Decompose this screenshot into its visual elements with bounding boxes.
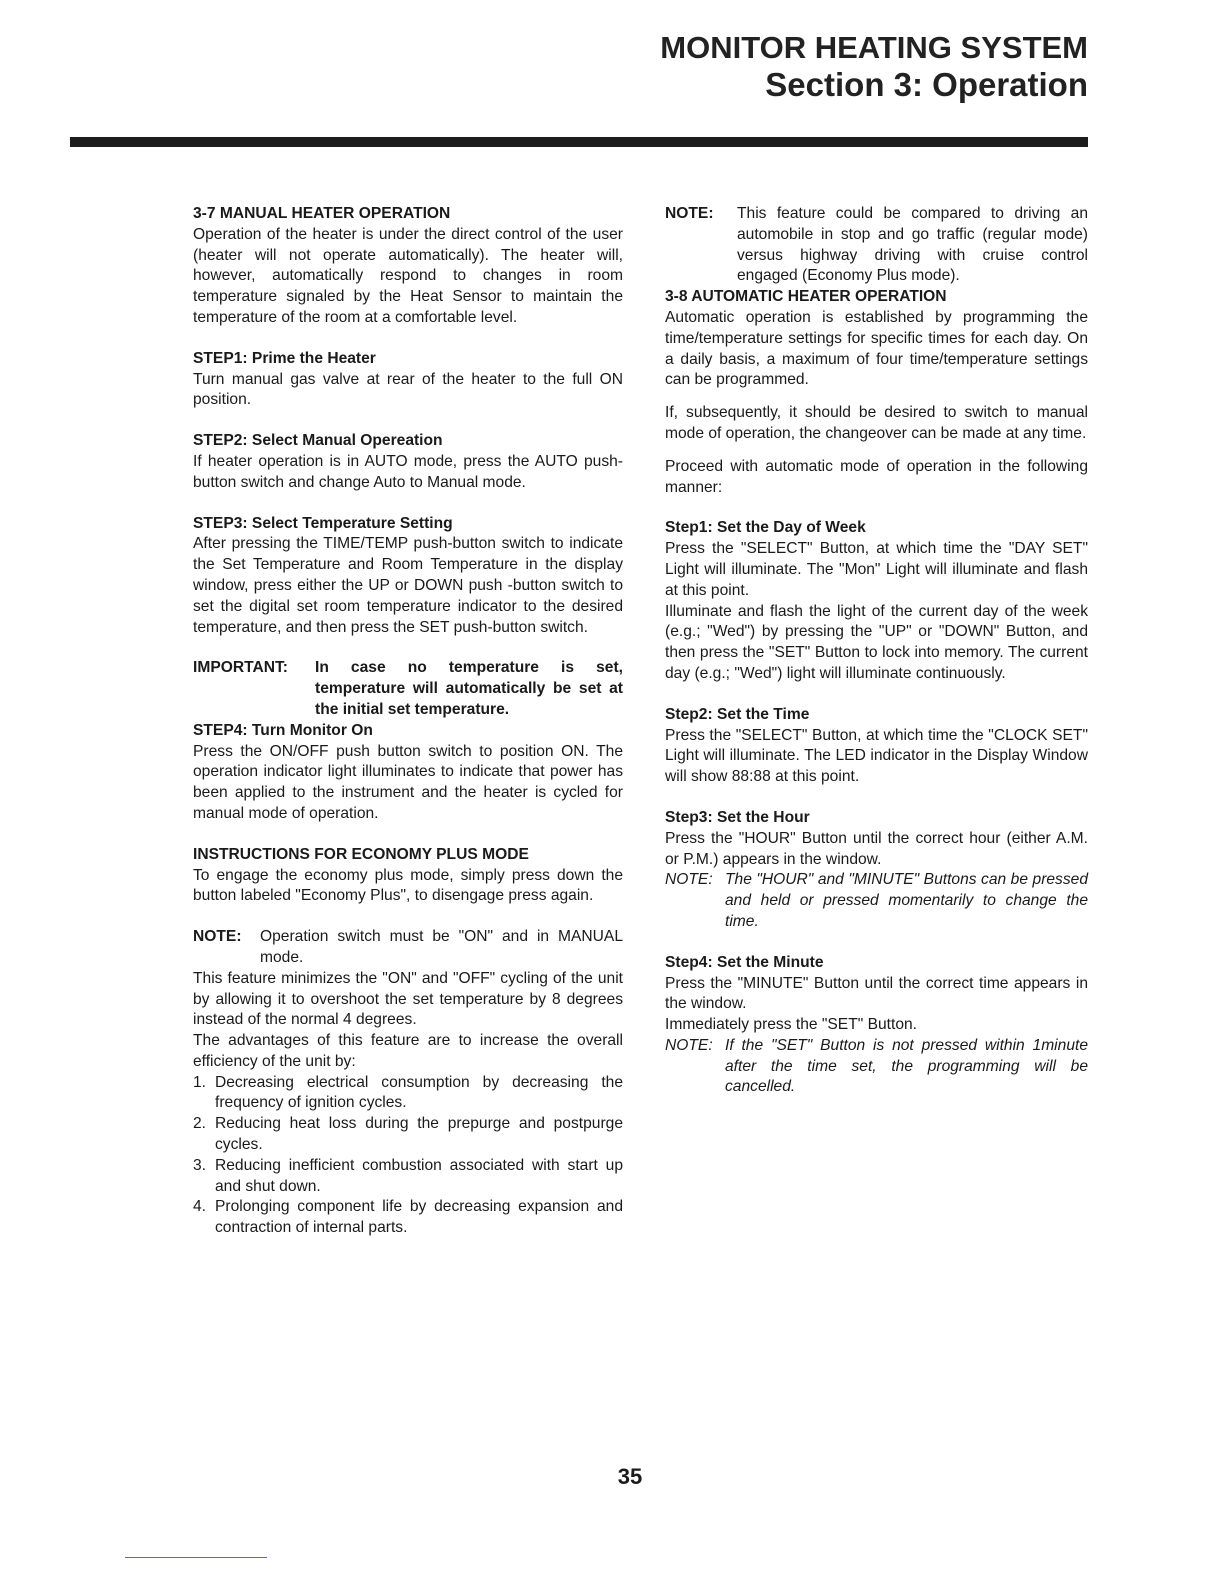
footer-line bbox=[125, 1557, 267, 1558]
section-title: Section 3: Operation bbox=[765, 66, 1088, 103]
list-item bbox=[193, 1197, 623, 1239]
note-label: NOTE: bbox=[665, 205, 714, 222]
paragraph: Press the "SELECT" Button, at which time the "DAY SET" Light will illuminate. The "Mon" Light will illuminate and flash at this point. bbox=[665, 540, 1088, 599]
step-heading: STEP1: Prime the Heater bbox=[193, 349, 376, 367]
step-heading: Step1: Set the Day of Week bbox=[665, 519, 866, 537]
important-text: In case no temperature is set, temperature will automatically be set at the initial set temperature. bbox=[315, 659, 623, 718]
step4-manual bbox=[193, 721, 623, 825]
left-column bbox=[193, 204, 623, 1239]
advantages-list bbox=[193, 1073, 623, 1239]
paragraph: Immediately press the "SET" Button. bbox=[665, 1016, 918, 1034]
list-item bbox=[193, 1073, 623, 1115]
step-heading: STEP4: Turn Monitor On bbox=[193, 721, 373, 739]
note-text: If the "SET" Button is not pressed within 1minute after the time set, the programming will be cancelled. bbox=[725, 1036, 1088, 1096]
note-text: This feature could be compared to driving an automobile in stop and go traffic (regular mode) versus highway driving with cruise control engaged (Economy Plus mode). bbox=[737, 205, 1088, 285]
header-rule bbox=[70, 137, 1088, 147]
list-number: 1. bbox=[193, 1073, 207, 1091]
list-text: Decreasing electrical consumption by decreasing the frequency of ignition cycles. bbox=[215, 1073, 623, 1112]
important-label: IMPORTANT: bbox=[193, 659, 288, 677]
step1-auto bbox=[665, 518, 1088, 684]
important-note bbox=[193, 658, 623, 720]
paragraph: Automatic operation is established by programming the time/temperature settings for specific times for each day. On a daily basis, a maximum of four time/temperature settings can be programmed. bbox=[665, 308, 1088, 389]
paragraph: Press the "HOUR" Button until the correct hour (either A.M. or P.M.) appears in the window. bbox=[665, 829, 1088, 868]
operation-note bbox=[193, 927, 623, 969]
economy-feature bbox=[193, 969, 623, 1239]
note-label: NOTE: bbox=[193, 928, 242, 946]
section-heading: INSTRUCTIONS FOR ECONOMY PLUS MODE bbox=[193, 845, 529, 863]
step3-manual bbox=[193, 514, 623, 639]
list-number: 2. bbox=[193, 1115, 207, 1133]
list-text: Prolonging component life by decreasing expansion and contraction of internal parts. bbox=[215, 1198, 623, 1237]
step-heading: Step3: Set the Hour bbox=[665, 808, 810, 826]
step-heading: Step4: Set the Minute bbox=[665, 953, 824, 971]
paragraph: This feature minimizes the "ON" and "OFF" cycling of the unit by allowing it to overshoot the set temperature by 8 degrees instead of the normal 4 degrees. bbox=[193, 969, 623, 1029]
step4-auto bbox=[665, 953, 1088, 1099]
step-heading: STEP3: Select Temperature Setting bbox=[193, 514, 453, 532]
paragraph: Proceed with automatic mode of operation in the following manner: bbox=[665, 457, 1088, 496]
economy-plus-instructions bbox=[193, 845, 623, 907]
section-heading: 3-7 MANUAL HEATER OPERATION bbox=[193, 205, 451, 222]
note-label: NOTE: bbox=[665, 871, 713, 889]
section-3-7 bbox=[193, 204, 623, 329]
list-number: 4. bbox=[193, 1198, 207, 1216]
section-heading: 3-8 AUTOMATIC HEATER OPERATION bbox=[665, 288, 947, 306]
paragraph: The advantages of this feature are to increase the overall efficiency of the unit by: bbox=[193, 1032, 623, 1070]
step3-auto bbox=[665, 808, 1088, 933]
paragraph: Operation of the heater is under the direct control of the user (heater will not operate automatically). The heater will, however, automatically respond to changes in room temperature signaled by the Heat Sensor to maintain the temperature of the room at a comfortable level. bbox=[193, 225, 623, 326]
paragraph: Press the ON/OFF push button switch to position ON. The operation indicator light illuminates to indicate that power has been applied to the instrument and the heater is cycled for manual mode of operation. bbox=[193, 742, 623, 822]
note-label: NOTE: bbox=[665, 1036, 713, 1054]
paragraph: Turn manual gas valve at rear of the heater to the full ON position. bbox=[193, 370, 623, 409]
step-heading: Step2: Set the Time bbox=[665, 705, 810, 723]
right-column bbox=[665, 204, 1088, 1118]
list-number: 3. bbox=[193, 1156, 207, 1174]
step-heading: STEP2: Select Manual Opereation bbox=[193, 432, 443, 450]
step1-manual bbox=[193, 349, 623, 411]
step2-auto bbox=[665, 705, 1088, 788]
step2-manual bbox=[193, 431, 623, 493]
driving-note bbox=[665, 204, 1088, 287]
paragraph: Illuminate and flash the light of the current day of the week (e.g.; "Wed") by pressing the "UP" or "DOWN" Button, and then press the "SET" Button to lock into memory. The current day (e.g.; "Wed") light will illuminate continuously. bbox=[665, 602, 1088, 682]
document-title: MONITOR HEATING SYSTEM bbox=[660, 30, 1088, 65]
note-text: The "HOUR" and "MINUTE" Buttons can be pressed and held or pressed momentarily to change the time. bbox=[725, 871, 1088, 930]
set-note bbox=[665, 1036, 1088, 1098]
paragraph: To engage the economy plus mode, simply press down the button labeled "Economy Plus", to disengage press again. bbox=[193, 866, 623, 905]
note-text: Operation switch must be "ON" and in MANUAL mode. bbox=[260, 928, 623, 966]
section-3-8 bbox=[665, 287, 1088, 498]
paragraph: Press the "SELECT" Button, at which time the "CLOCK SET" Light will illuminate. The LED indicator in the Display Window will show 88:88 at this point. bbox=[665, 726, 1088, 786]
paragraph: Press the "MINUTE" Button until the correct time appears in the window. bbox=[665, 974, 1088, 1013]
hour-note bbox=[665, 870, 1088, 932]
list-text: Reducing heat loss during the prepurge and postpurge cycles. bbox=[215, 1115, 623, 1154]
paragraph: If heater operation is in AUTO mode, press the AUTO push-button switch and change Auto to Manual mode. bbox=[193, 452, 623, 491]
paragraph: After pressing the TIME/TEMP push-button switch to indicate the Set Temperature and Room Temperature in the display window, press either the UP or DOWN push -button switch to set the digital set room temperature indicator to the desired temperature, and then press the SET push-button switch. bbox=[193, 535, 623, 636]
page-number: 35 bbox=[617, 1464, 643, 1489]
list-item bbox=[193, 1156, 623, 1198]
list-text: Reducing inefficient combustion associated with start up and shut down. bbox=[215, 1156, 623, 1195]
list-item bbox=[193, 1114, 623, 1156]
paragraph: If, subsequently, it should be desired to switch to manual mode of operation, the changeover can be made at any time. bbox=[665, 404, 1088, 442]
